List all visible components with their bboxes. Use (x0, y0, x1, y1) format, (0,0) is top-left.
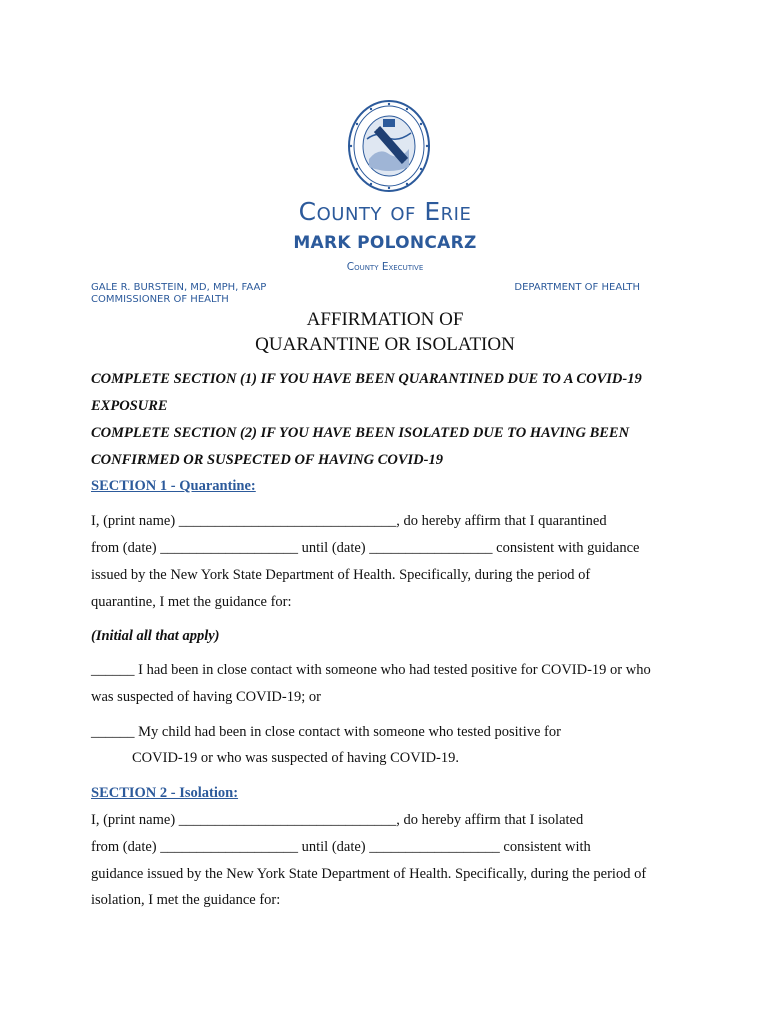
section-1-name-line: I, (print name) ______________________________, do hereby affirm that I quarantined (91, 513, 607, 529)
executive-title: County Executive (346, 261, 424, 273)
section-2-heading: SECTION 2 - Isolation: (91, 785, 239, 801)
instruction-line-4: CONFIRMED OR SUSPECTED OF HAVING COVID-19 (91, 452, 443, 468)
department-name: DEPARTMENT OF HEALTH (514, 282, 640, 293)
section-2-date-line: from (date) ___________________ until (date) __________________ consistent with (91, 839, 591, 855)
section-2-text-line-4: isolation, I met the guidance for: (91, 892, 281, 908)
section-1-text-line-3: issued by the New York State Department of Health. Specifically, during the period of (91, 567, 591, 583)
document-title (0, 307, 770, 357)
commissioner-title: COMMISSIONER OF HEALTH (91, 294, 229, 305)
commissioner-block (91, 282, 266, 306)
option-2-line-1: ______ My child had been in close contact with someone who tested positive for (91, 724, 561, 740)
instruction-line-3: COMPLETE SECTION (2) IF YOU HAVE BEEN ISOLATED DUE TO HAVING BEEN (91, 425, 630, 441)
section-2-text-line-3: guidance issued by the New York State Department of Health. Specifically, during the period of (91, 866, 647, 882)
section-1-date-line: from (date) ___________________ until (date) _________________ consistent with guidance (91, 540, 640, 556)
executive-name: MARK POLONCARZ (293, 233, 477, 253)
option-2-line-2: COVID-19 or who was suspected of having COVID-19. (132, 750, 460, 766)
instruction-line-2: EXPOSURE (91, 398, 168, 414)
county-seal-logo (347, 99, 431, 193)
county-name: County of Erie (298, 197, 472, 226)
commissioner-name: GALE R. BURSTEIN, MD, MPH, FAAP (91, 282, 267, 293)
section-2-name-line: I, (print name) ______________________________, do hereby affirm that I isolated (91, 812, 584, 828)
section-1-heading: SECTION 1 - Quarantine: (91, 478, 256, 494)
option-1-line-1: ______ I had been in close contact with someone who had tested positive for COVID-19 or who (91, 662, 651, 678)
instruction-line-1: COMPLETE SECTION (1) IF YOU HAVE BEEN QUARANTINED DUE TO A COVID-19 (91, 371, 642, 387)
initial-note: (Initial all that apply) (91, 628, 220, 644)
title-line-1: AFFIRMATION OF (306, 309, 464, 330)
section-1-text-line-4: quarantine, I met the guidance for: (91, 594, 292, 610)
title-line-2: QUARANTINE OR ISOLATION (255, 334, 515, 355)
option-1-line-2: was suspected of having COVID-19; or (91, 689, 321, 705)
